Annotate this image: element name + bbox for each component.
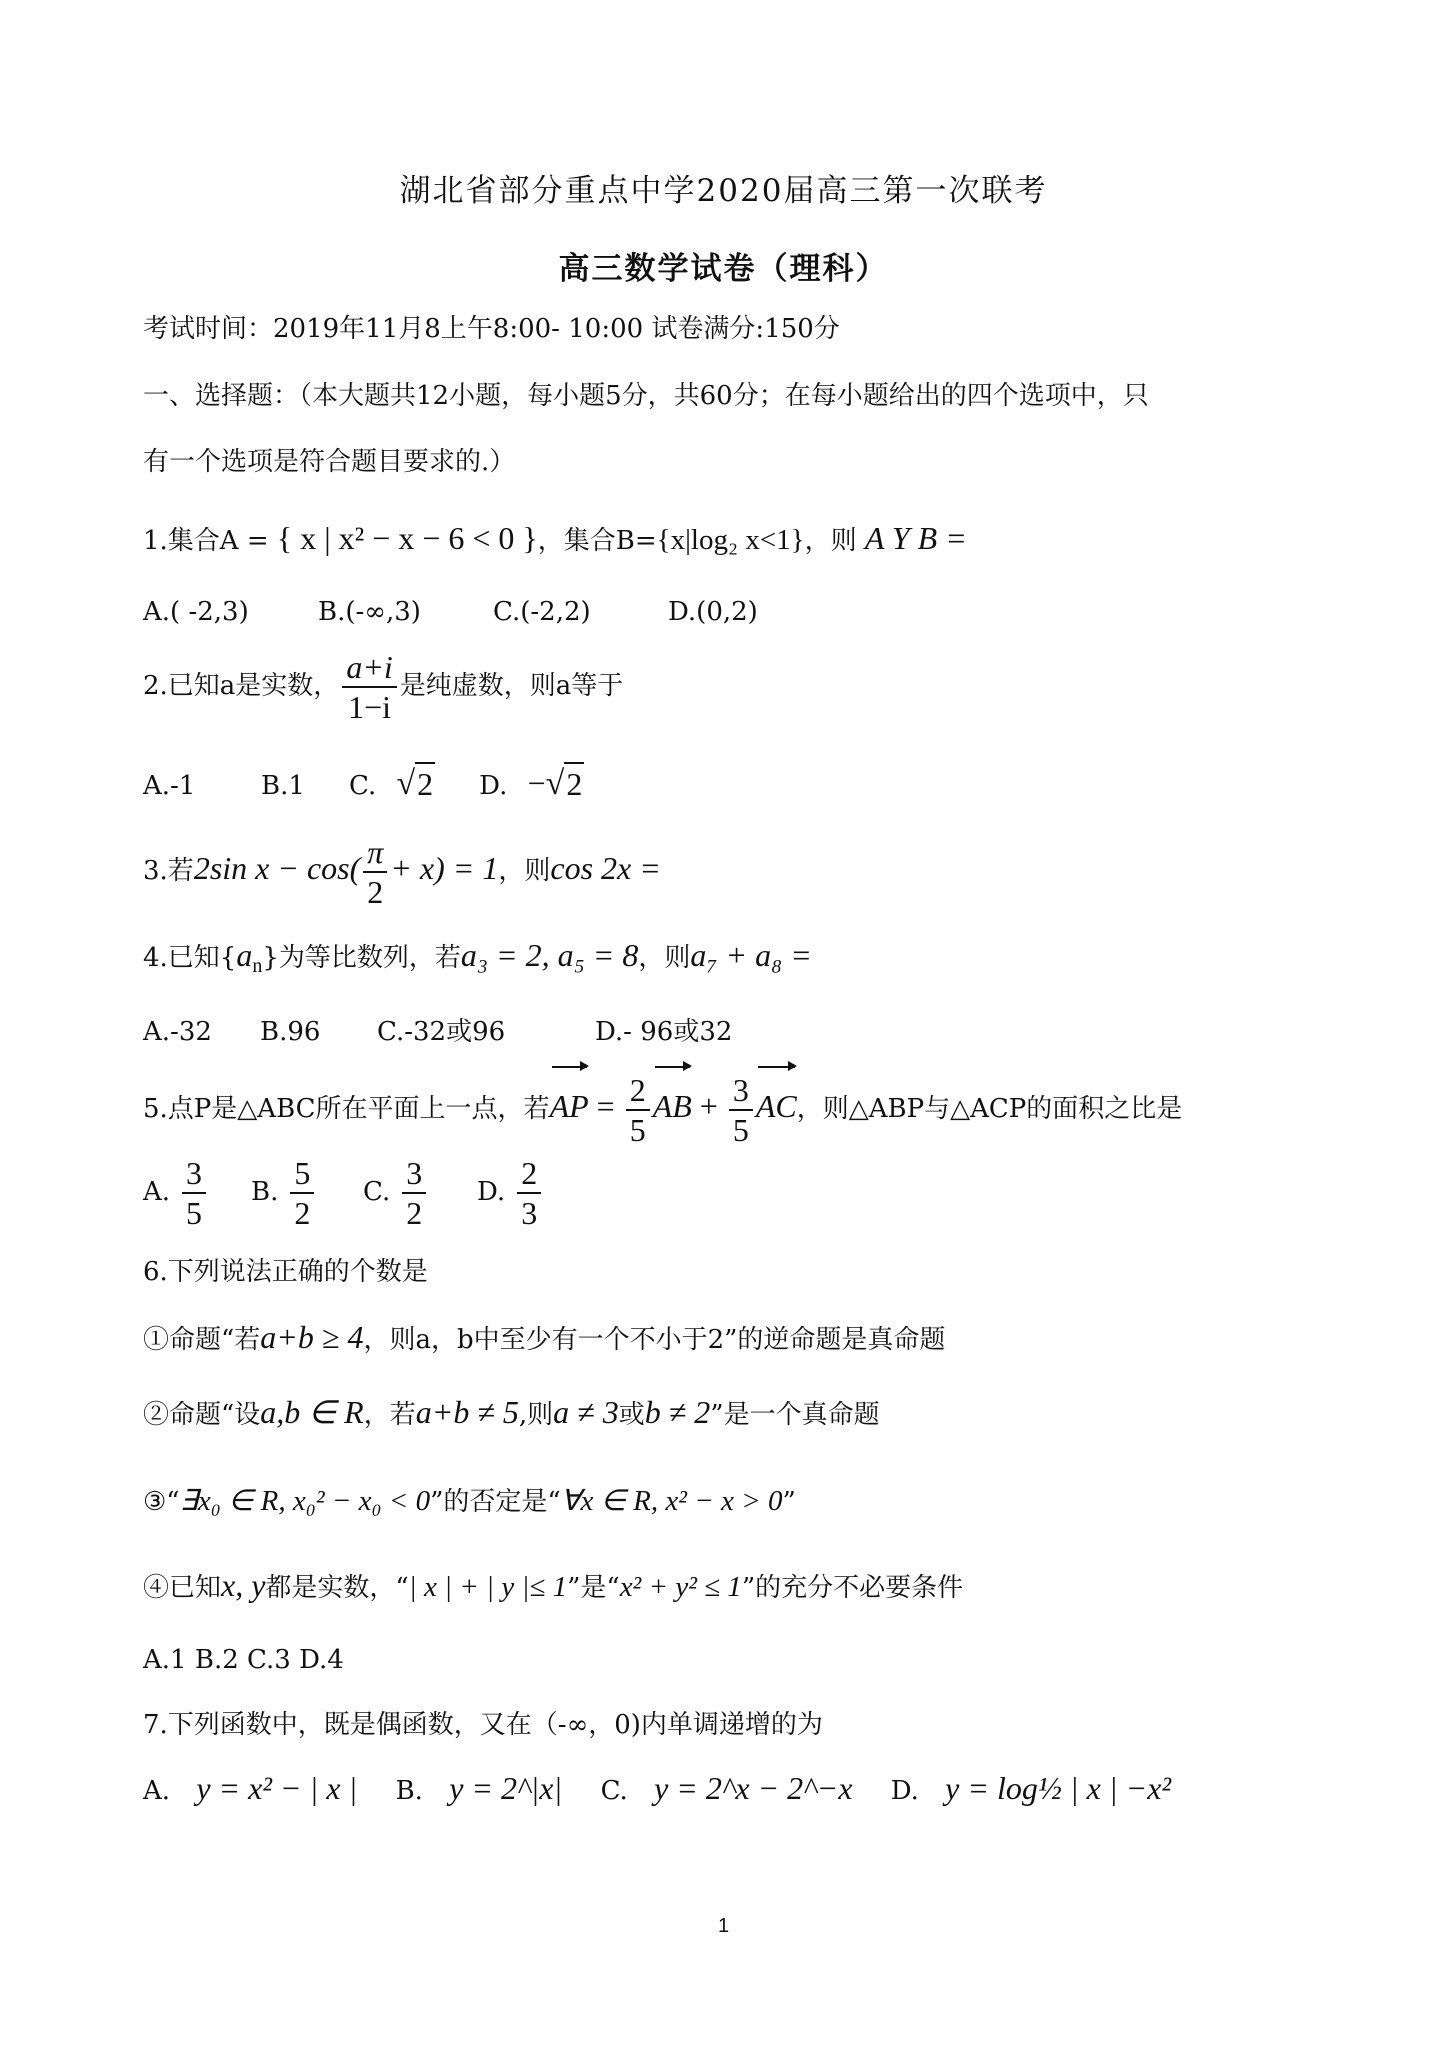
q4-prefix: 4.已知{ [143, 943, 237, 973]
q7-option-d: y = log½ | x | −x² [945, 1770, 1172, 1806]
q2-option-c: C. [349, 771, 377, 801]
q5-option-b [251, 1150, 363, 1234]
q5-option-d-label: D. [477, 1177, 506, 1207]
q6-statement-1 [143, 1317, 945, 1360]
q6-s2-m4: b ≠ 2 [644, 1394, 711, 1430]
q6-s4-d: ”的充分不必要条件 [741, 1573, 964, 1603]
q1-options [143, 592, 758, 632]
section-intro-line2: 有一个选项是符合题目要求的.） [143, 447, 516, 477]
q5-option-b-num: 5 [290, 1156, 314, 1194]
q4-seq: a [236, 937, 253, 973]
q7-option-b-label: B. [395, 1776, 423, 1806]
q5-coef2-num: 3 [729, 1073, 753, 1111]
q5-option-d-num: 2 [517, 1156, 541, 1194]
q2-option-d-value: 2 [564, 762, 584, 804]
q5-vec-ab: AB [653, 1064, 692, 1148]
q5-option-a [143, 1150, 251, 1234]
q2-option-d: D. [479, 771, 508, 801]
q7-option-d-label: D. [890, 1776, 919, 1806]
q1-expr: A Y B = [864, 520, 967, 556]
q3-frac-num: π [363, 835, 387, 873]
q6-s1-a: ①命题“若 [143, 1325, 261, 1355]
q6-s3-m1: ∃x₀ ∈ R, x₀² − x₀ < 0 [179, 1485, 431, 1517]
q5-option-c-num: 3 [402, 1156, 426, 1194]
q1-mid: ，集合B= [537, 526, 657, 556]
q4-tail: ，则 [638, 943, 691, 973]
q1-set-a: { x | x² − x − 6 < 0 } [276, 520, 538, 556]
q6-statement-3 [143, 1481, 796, 1522]
q5-option-a-den: 5 [186, 1195, 203, 1231]
q4-seq-sub: n [252, 955, 263, 977]
q5-coef-2 [729, 1073, 753, 1147]
question-1 [143, 518, 967, 561]
q4-option-a: A.-32 [143, 1017, 212, 1047]
q7-option-a-label: A. [143, 1776, 171, 1806]
q6-s3-m2: ∀x ∈ R, x² − x > 0 [560, 1485, 783, 1517]
q1-set-b: {x|log₂ x<1} [656, 524, 805, 556]
q6-s2-m2: a+b ≠ 5 [415, 1394, 519, 1430]
q3-frac-den: 2 [367, 874, 384, 910]
q6-s2-m1: a,b ∈ R [260, 1394, 364, 1430]
question-5: 5.点P是△ABC所在平面上一点，若AP = $\frac{2}{5}$ AB + $\frac{3}{5}$ AC，则△ABP与△ACP的面积之比是 [143, 1064, 1182, 1151]
q6-s3-a: ③“ [143, 1487, 180, 1517]
q4-cond: a₃ = 2, a₅ = 8 [460, 937, 639, 973]
q4-mid: }为等比数列，若 [262, 943, 461, 973]
q1-option-b: B.(-∞,3) [318, 597, 421, 627]
q2-option-d-minus: − [527, 765, 546, 801]
q5-option-a-num: 3 [182, 1156, 206, 1194]
q6-s1-b: ，则a，b中至少有一个不小于2”的逆命题是真命题 [363, 1325, 946, 1355]
q1-option-d: D.(0,2) [668, 597, 758, 627]
q3-eq-right: + x) = 1 [390, 850, 499, 886]
exam-info: 考试时间：2019年11月8上午8:00- 10:00 试卷满分:150分 [143, 314, 840, 344]
q3-tail: ，则 [498, 856, 551, 886]
question-3 [143, 830, 661, 909]
q5-coef-1 [626, 1073, 650, 1147]
question-6-stem: 6.下列说法正确的个数是 [143, 1257, 428, 1287]
q6-s3-c: ” [782, 1487, 796, 1517]
q3-prefix: 3.若 [143, 856, 194, 886]
q5-vec-ac: AC [756, 1064, 797, 1148]
q4-ask: a₇ + a₈ = [690, 937, 812, 973]
q5-option-d-den: 3 [521, 1195, 538, 1231]
q4-option-b: B.96 [260, 1017, 321, 1047]
q6-options: A.1 B.2 C.3 D.4 [143, 1645, 344, 1675]
q5-prefix: 5.点P是△ABC所在平面上一点，若 [143, 1094, 550, 1124]
q2-options [143, 762, 584, 806]
q6-statement-4 [143, 1565, 963, 1608]
q2-option-a: A.-1 [143, 771, 196, 801]
q5-option-d [477, 1150, 544, 1234]
q5-vec-ap: AP [550, 1064, 589, 1148]
q5-option-c-den: 2 [406, 1195, 423, 1231]
q6-s4-m2: | x | + | y |≤ 1 [408, 1571, 568, 1603]
q1-prefix: 1.集合A = [143, 526, 269, 556]
q2-suffix: 是纯虚数，则a等于 [399, 671, 624, 701]
q5-option-a-label: A. [143, 1177, 171, 1207]
q6-s4-c: ”是“ [567, 1573, 620, 1603]
q6-s2-d: 或 [618, 1400, 645, 1430]
q2-option-c-sqrt: √ 2 [397, 762, 436, 804]
q2-option-d-sqrt: √ 2 [546, 762, 585, 804]
q3-eq-left: 2sin x − cos( [193, 850, 361, 886]
q6-s2-m3: a ≠ 3 [553, 1394, 619, 1430]
question-4 [143, 935, 812, 986]
q6-s3-b: ”的否定是“ [430, 1487, 561, 1517]
q7-option-b: y = 2^|x| [449, 1770, 563, 1806]
question-2 [143, 648, 623, 724]
q6-statement-2 [143, 1392, 880, 1435]
q5-suffix: ，则△ABP与△ACP的面积之比是 [796, 1094, 1183, 1124]
q5-coef1-den: 5 [629, 1112, 646, 1148]
q7-option-c-label: C. [600, 1776, 628, 1806]
q3-ask: cos 2x = [550, 850, 661, 886]
q5-option-b-den: 2 [294, 1195, 311, 1231]
question-7-stem: 7.下列函数中，既是偶函数，又在（-∞，0)内单调递增的为 [143, 1710, 823, 1740]
q6-s1-math: a+b ≥ 4 [260, 1319, 364, 1355]
q3-fraction [363, 835, 387, 909]
q1-tail: ，则 [804, 526, 857, 556]
q1-option-c: C.(-2,2) [493, 597, 591, 627]
q2-frac-den: 1−i [348, 689, 392, 725]
exam-subtitle: 高三数学试卷（理科） [558, 251, 889, 287]
q6-s2-e: ”是一个真命题 [710, 1400, 880, 1430]
q6-s4-a: ④已知 [143, 1573, 222, 1603]
q6-s2-b: ，若 [363, 1400, 416, 1430]
q4-options [143, 1012, 732, 1052]
q6-s4-m1: x, y [221, 1567, 266, 1603]
q7-options [143, 1768, 1171, 1811]
page-number: 1 [717, 1915, 730, 1937]
q2-fraction [342, 650, 396, 724]
exam-title: 湖北省部分重点中学2020届高三第一次联考 [399, 173, 1048, 209]
q5-coef2-den: 5 [732, 1112, 749, 1148]
q1-option-a: A.( -2,3) [143, 597, 249, 627]
q6-s2-c: ,则 [518, 1400, 554, 1430]
q2-frac-num: a+i [342, 650, 396, 688]
q6-s4-m3: x² + y² ≤ 1 [619, 1571, 742, 1603]
q5-option-b-label: B. [251, 1177, 279, 1207]
q5-coef1-num: 2 [626, 1073, 650, 1111]
q6-s2-a: ②命题“设 [143, 1400, 261, 1430]
q2-prefix: 2.已知a是实数， [143, 671, 340, 701]
q2-option-c-value: 2 [415, 762, 435, 804]
q6-s4-b: 都是实数，“ [265, 1573, 409, 1603]
q5-option-c [363, 1150, 477, 1234]
q7-option-c: y = 2^x − 2^−x [654, 1770, 853, 1806]
q5-option-c-label: C. [363, 1177, 391, 1207]
q4-option-c: C.-32或96 [377, 1017, 506, 1047]
q7-option-a: y = x² − | x | [196, 1770, 358, 1806]
section-intro-line1: 一、选择题：（本大题共12小题，每小题5分，共60分；在每小题给出的四个选项中，只 [143, 381, 1149, 411]
q4-option-d: D.- 96或32 [595, 1017, 733, 1047]
q5-options [143, 1150, 544, 1234]
q2-option-b: B.1 [261, 771, 305, 801]
